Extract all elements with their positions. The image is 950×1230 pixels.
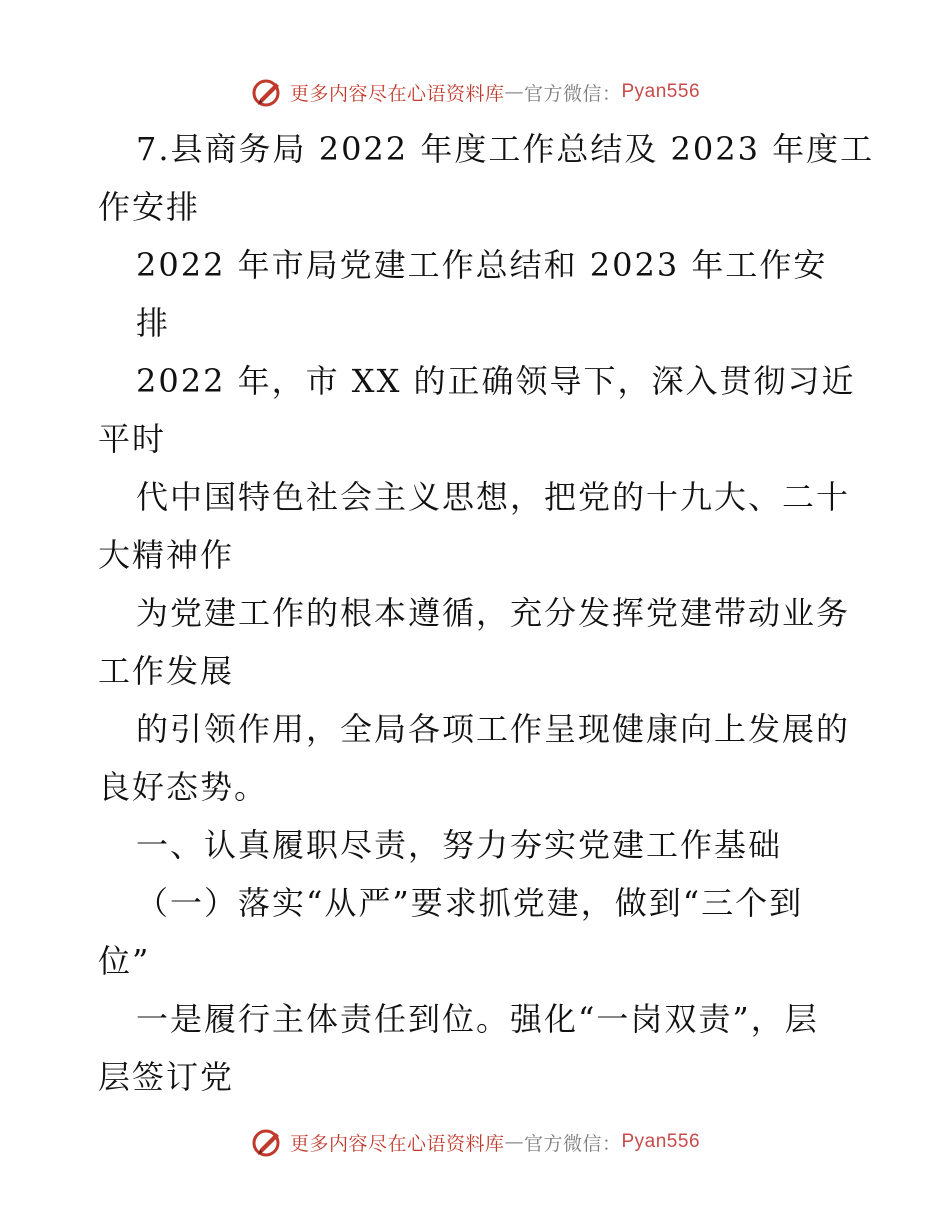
text-line: 排 — [136, 304, 171, 342]
text-line: 平时 — [98, 420, 167, 458]
watermark-wechat-id: Pyan556 — [621, 1131, 701, 1152]
body-text — [98, 120, 875, 1106]
watermark-dash: — — [504, 81, 524, 103]
text-line: （一）落实“从严”要求抓党建，做到“三个到 — [136, 884, 804, 922]
watermark-main-text: 更多内容尽在心语资料库 — [289, 1132, 505, 1155]
pen-logo-icon — [250, 1125, 284, 1159]
text-line: 7.县商务局 2022 年度工作总结及 2023 年度工 — [136, 130, 875, 168]
watermark-label: 官方微信： — [523, 1132, 622, 1155]
text-line: 2022 年，市 XX 的正确领导下，深入贯彻习近 — [136, 362, 856, 400]
text-line: 2022 年市局党建工作总结和 2023 年工作安 — [136, 246, 828, 284]
header-watermark — [0, 72, 950, 112]
text-line: 作安排 — [98, 188, 201, 226]
text-line: 的引领作用，全局各项工作呈现健康向上发展的 — [136, 710, 851, 748]
text-line: 一是履行主体责任到位。强化“一岗双责”，层 — [136, 1000, 819, 1038]
text-line: 大精神作 — [98, 536, 235, 574]
watermark-main-text: 更多内容尽在心语资料库 — [289, 82, 505, 105]
text-line: 工作发展 — [98, 652, 235, 690]
watermark-wechat-id: Pyan556 — [621, 81, 701, 102]
text-line: 一、认真履职尽责，努力夯实党建工作基础 — [136, 826, 783, 864]
text-line: 层签订党 — [98, 1058, 235, 1096]
text-line: 位” — [98, 942, 151, 980]
text-line: 为党建工作的根本遵循，充分发挥党建带动业务 — [136, 594, 851, 632]
text-line: 良好态势。 — [98, 768, 269, 806]
watermark-label: 官方微信： — [523, 82, 622, 105]
text-line: 代中国特色社会主义思想，把党的十九大、二十 — [136, 478, 851, 516]
footer-watermark — [0, 1122, 950, 1162]
watermark-dash: — — [504, 1131, 524, 1153]
pen-logo-icon — [250, 75, 284, 109]
